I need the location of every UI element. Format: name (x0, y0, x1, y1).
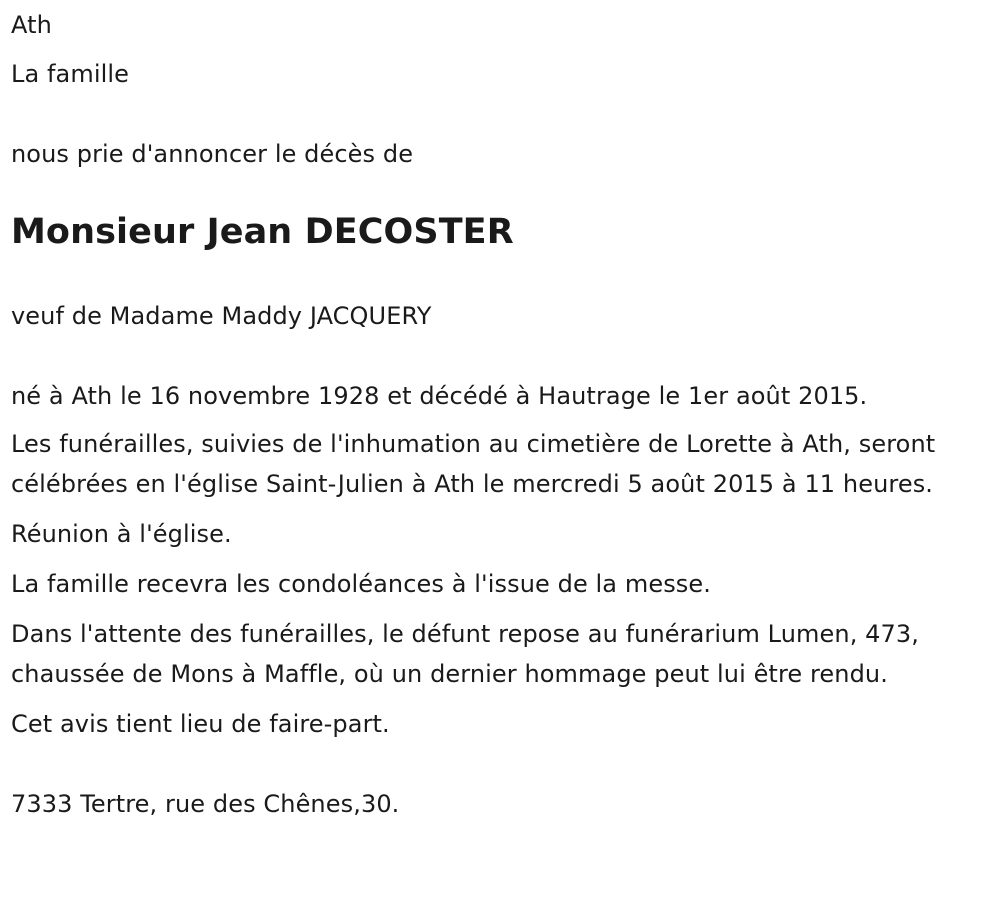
birth-death-dates: né à Ath le 16 novembre 1928 et décédé à Hautrage le 1er août 2015. (11, 382, 868, 410)
meeting-place: Réunion à l'église. (11, 520, 232, 548)
spouse-line: veuf de Madame Maddy JACQUERY (11, 302, 432, 330)
family-address: 7333 Tertre, rue des Chênes,30. (11, 790, 400, 818)
funeral-details: Les funérailles, suivies de l'inhumation au cimetière de Lorette à Ath, seront célébrées en l'église Saint-Julien à Ath le mercredi 5 août 2015 à 11 heures. (11, 430, 936, 498)
condolences-info: La famille recevra les condoléances à l'issue de la messe. (11, 570, 711, 598)
deceased-name: Monsieur Jean DECOSTER (11, 212, 514, 252)
faire-part-note: Cet avis tient lieu de faire-part. (11, 710, 390, 738)
resting-place: Dans l'attente des funérailles, le défunt repose au funérarium Lumen, 473, chaussée de Mons à Maffle, où un dernier hommage peut lui être rendu. (11, 620, 919, 688)
city: Ath (11, 11, 52, 39)
death-notice (11, 0, 996, 824)
family-line: La famille (11, 60, 130, 88)
announce-line: nous prie d'annoncer le décès de (11, 140, 414, 168)
